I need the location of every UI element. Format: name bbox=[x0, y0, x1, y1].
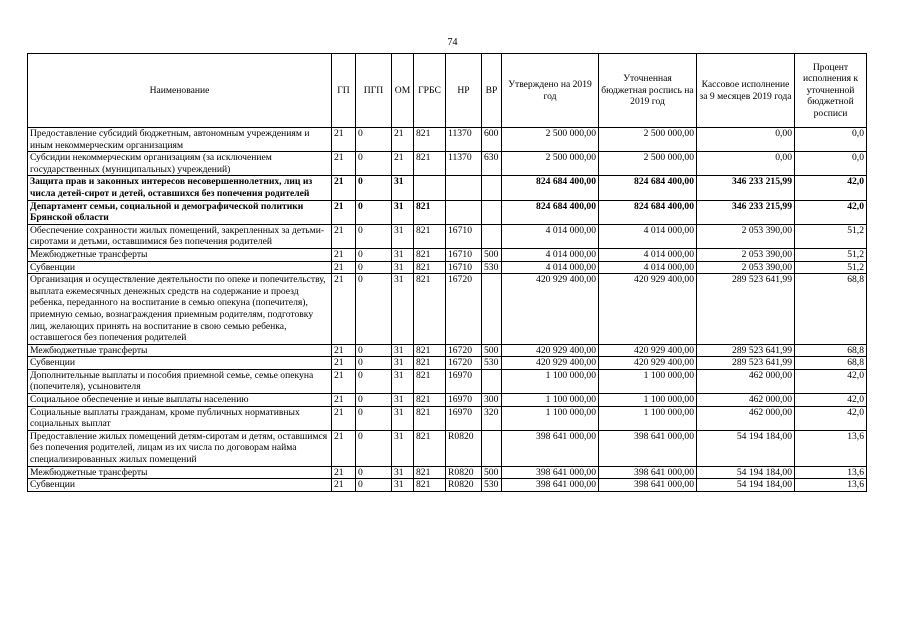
cell-grbs: 821 bbox=[414, 344, 446, 357]
cell-om: 31 bbox=[392, 344, 414, 357]
cell-pgp: 0 bbox=[356, 176, 392, 200]
cell-name: Департамент семьи, социальной и демографической политики Брянской области bbox=[28, 200, 332, 224]
cell-om: 21 bbox=[392, 152, 414, 176]
table-row bbox=[28, 200, 867, 224]
cell-np: 16710 bbox=[446, 261, 482, 274]
cell-grbs: 821 bbox=[414, 224, 446, 248]
header-grbs: ГРБС bbox=[414, 54, 446, 128]
cell-approved: 1 100 000,00 bbox=[502, 406, 599, 430]
cell-percent: 68,8 bbox=[795, 274, 867, 345]
cell-revised: 1 100 000,00 bbox=[599, 394, 697, 407]
cell-revised: 420 929 400,00 bbox=[599, 274, 697, 345]
cell-vr: 630 bbox=[482, 152, 502, 176]
cell-gp: 21 bbox=[332, 274, 356, 345]
cell-percent: 51,2 bbox=[795, 248, 867, 261]
cell-revised: 398 641 000,00 bbox=[599, 479, 697, 492]
header-vr: ВР bbox=[482, 54, 502, 128]
cell-approved: 1 100 000,00 bbox=[502, 369, 599, 393]
cell-om: 31 bbox=[392, 406, 414, 430]
cell-cash: 0,00 bbox=[697, 152, 795, 176]
cell-pgp: 0 bbox=[356, 261, 392, 274]
cell-approved: 1 100 000,00 bbox=[502, 394, 599, 407]
cell-approved: 398 641 000,00 bbox=[502, 430, 599, 466]
cell-vr: 530 bbox=[482, 357, 502, 370]
cell-om: 31 bbox=[392, 248, 414, 261]
cell-approved: 420 929 400,00 bbox=[502, 357, 599, 370]
cell-name: Межбюджетные трансферты bbox=[28, 248, 332, 261]
cell-approved: 4 014 000,00 bbox=[502, 248, 599, 261]
cell-gp: 21 bbox=[332, 200, 356, 224]
cell-pgp: 0 bbox=[356, 394, 392, 407]
cell-pgp: 0 bbox=[356, 248, 392, 261]
cell-approved: 4 014 000,00 bbox=[502, 261, 599, 274]
cell-gp: 21 bbox=[332, 394, 356, 407]
cell-approved: 398 641 000,00 bbox=[502, 479, 599, 492]
cell-name: Предоставление субсидий бюджетным, автономным учреждениям и иным некоммерческим организациям bbox=[28, 128, 332, 152]
cell-grbs: 821 bbox=[414, 406, 446, 430]
cell-name: Субсидии некоммерческим организациям (за исключением государственных (муниципальных) учреждений) bbox=[28, 152, 332, 176]
cell-cash: 289 523 641,99 bbox=[697, 344, 795, 357]
cell-pgp: 0 bbox=[356, 466, 392, 479]
cell-gp: 21 bbox=[332, 176, 356, 200]
cell-om: 21 bbox=[392, 128, 414, 152]
cell-name: Межбюджетные трансферты bbox=[28, 466, 332, 479]
cell-pgp: 0 bbox=[356, 128, 392, 152]
cell-grbs: 821 bbox=[414, 430, 446, 466]
cell-pgp: 0 bbox=[356, 344, 392, 357]
cell-om: 31 bbox=[392, 176, 414, 200]
cell-vr: 530 bbox=[482, 479, 502, 492]
cell-grbs: 821 bbox=[414, 128, 446, 152]
cell-name: Субвенции bbox=[28, 479, 332, 492]
header-percent: Процент исполнения к уточненной бюджетной росписи bbox=[795, 54, 867, 128]
cell-pgp: 0 bbox=[356, 274, 392, 345]
cell-cash: 54 194 184,00 bbox=[697, 466, 795, 479]
cell-np: 16710 bbox=[446, 224, 482, 248]
table-row bbox=[28, 224, 867, 248]
cell-gp: 21 bbox=[332, 430, 356, 466]
cell-revised: 2 500 000,00 bbox=[599, 128, 697, 152]
cell-percent: 0,0 bbox=[795, 128, 867, 152]
cell-np: 16720 bbox=[446, 344, 482, 357]
cell-vr: 300 bbox=[482, 394, 502, 407]
cell-name: Предоставление жилых помещений детям-сиротам и детям, оставшимся без попечения родителей, лицам из их числа по договорам найма специализированных жилых помещений bbox=[28, 430, 332, 466]
cell-cash: 2 053 390,00 bbox=[697, 224, 795, 248]
page-number: 74 bbox=[447, 37, 458, 48]
cell-grbs: 821 bbox=[414, 152, 446, 176]
cell-name: Субвенции bbox=[28, 261, 332, 274]
cell-approved: 398 641 000,00 bbox=[502, 466, 599, 479]
cell-pgp: 0 bbox=[356, 369, 392, 393]
cell-percent: 42,0 bbox=[795, 394, 867, 407]
cell-revised: 398 641 000,00 bbox=[599, 466, 697, 479]
table-row bbox=[28, 152, 867, 176]
cell-np: 16970 bbox=[446, 394, 482, 407]
header-om: ОМ bbox=[392, 54, 414, 128]
cell-np bbox=[446, 176, 482, 200]
cell-grbs bbox=[414, 176, 446, 200]
header-name: Наименование bbox=[28, 54, 332, 128]
cell-om: 31 bbox=[392, 224, 414, 248]
cell-np: 11370 bbox=[446, 128, 482, 152]
cell-np: R0820 bbox=[446, 466, 482, 479]
header-pgp: ПГП bbox=[356, 54, 392, 128]
cell-cash: 462 000,00 bbox=[697, 406, 795, 430]
cell-percent: 13,6 bbox=[795, 479, 867, 492]
cell-gp: 21 bbox=[332, 369, 356, 393]
cell-grbs: 821 bbox=[414, 369, 446, 393]
cell-percent: 42,0 bbox=[795, 176, 867, 200]
cell-name: Дополнительные выплаты и пособия приемной семье, семье опекуна (попечителя), усыновителя bbox=[28, 369, 332, 393]
cell-vr: 500 bbox=[482, 344, 502, 357]
cell-gp: 21 bbox=[332, 152, 356, 176]
cell-np: R0820 bbox=[446, 479, 482, 492]
cell-grbs: 821 bbox=[414, 274, 446, 345]
cell-revised: 4 014 000,00 bbox=[599, 224, 697, 248]
cell-approved: 2 500 000,00 bbox=[502, 152, 599, 176]
cell-gp: 21 bbox=[332, 466, 356, 479]
cell-cash: 462 000,00 bbox=[697, 394, 795, 407]
cell-revised: 1 100 000,00 bbox=[599, 406, 697, 430]
cell-om: 31 bbox=[392, 394, 414, 407]
cell-name: Социальные выплаты гражданам, кроме публичных нормативных социальных выплат bbox=[28, 406, 332, 430]
cell-pgp: 0 bbox=[356, 224, 392, 248]
cell-approved: 420 929 400,00 bbox=[502, 344, 599, 357]
cell-grbs: 821 bbox=[414, 248, 446, 261]
cell-pgp: 0 bbox=[356, 357, 392, 370]
table-body bbox=[28, 128, 867, 492]
cell-cash: 0,00 bbox=[697, 128, 795, 152]
cell-approved: 420 929 400,00 bbox=[502, 274, 599, 345]
cell-revised: 398 641 000,00 bbox=[599, 430, 697, 466]
cell-percent: 42,0 bbox=[795, 406, 867, 430]
cell-grbs: 821 bbox=[414, 479, 446, 492]
cell-grbs: 821 bbox=[414, 200, 446, 224]
cell-vr: 320 bbox=[482, 406, 502, 430]
cell-om: 31 bbox=[392, 274, 414, 345]
cell-revised: 824 684 400,00 bbox=[599, 200, 697, 224]
table-row bbox=[28, 176, 867, 200]
cell-om: 31 bbox=[392, 357, 414, 370]
cell-gp: 21 bbox=[332, 261, 356, 274]
table-row bbox=[28, 248, 867, 261]
cell-om: 31 bbox=[392, 261, 414, 274]
table-row bbox=[28, 406, 867, 430]
cell-revised: 824 684 400,00 bbox=[599, 176, 697, 200]
cell-revised: 420 929 400,00 bbox=[599, 344, 697, 357]
cell-vr: 530 bbox=[482, 261, 502, 274]
cell-cash: 289 523 641,99 bbox=[697, 357, 795, 370]
cell-percent: 42,0 bbox=[795, 369, 867, 393]
table-header-row bbox=[28, 54, 867, 128]
cell-np bbox=[446, 200, 482, 224]
cell-vr bbox=[482, 224, 502, 248]
cell-cash: 54 194 184,00 bbox=[697, 479, 795, 492]
cell-name: Организация и осуществление деятельности по опеке и попечительству, выплата ежемесячных денежных средств на содержание и проезд ребенка, переданного на воспитание в семью опекуна (попечителя), приемную семью, вознаграждения приемным родителям, подготовку лиц, желающих принять на воспитание в свою семью ребенка, оставшегося без попечения родителей bbox=[28, 274, 332, 345]
cell-approved: 2 500 000,00 bbox=[502, 128, 599, 152]
cell-pgp: 0 bbox=[356, 200, 392, 224]
cell-gp: 21 bbox=[332, 479, 356, 492]
cell-name: Защита прав и законных интересов несовершеннолетних, лиц из числа детей-сирот и детей, оставшихся без попечения родителей bbox=[28, 176, 332, 200]
cell-om: 31 bbox=[392, 369, 414, 393]
cell-revised: 4 014 000,00 bbox=[599, 248, 697, 261]
cell-np: 11370 bbox=[446, 152, 482, 176]
cell-name: Субвенции bbox=[28, 357, 332, 370]
cell-gp: 21 bbox=[332, 248, 356, 261]
header-np: НР bbox=[446, 54, 482, 128]
cell-revised: 420 929 400,00 bbox=[599, 357, 697, 370]
cell-om: 31 bbox=[392, 466, 414, 479]
cell-cash: 2 053 390,00 bbox=[697, 261, 795, 274]
cell-cash: 2 053 390,00 bbox=[697, 248, 795, 261]
cell-om: 31 bbox=[392, 479, 414, 492]
cell-np: 16970 bbox=[446, 369, 482, 393]
cell-percent: 42,0 bbox=[795, 200, 867, 224]
cell-np: 16970 bbox=[446, 406, 482, 430]
cell-gp: 21 bbox=[332, 128, 356, 152]
cell-revised: 1 100 000,00 bbox=[599, 369, 697, 393]
cell-vr: 600 bbox=[482, 128, 502, 152]
cell-om: 31 bbox=[392, 430, 414, 466]
table-row bbox=[28, 344, 867, 357]
cell-vr bbox=[482, 176, 502, 200]
cell-om: 31 bbox=[392, 200, 414, 224]
cell-cash: 54 194 184,00 bbox=[697, 430, 795, 466]
cell-percent: 13,6 bbox=[795, 466, 867, 479]
cell-cash: 346 233 215,99 bbox=[697, 176, 795, 200]
cell-cash: 462 000,00 bbox=[697, 369, 795, 393]
cell-revised: 4 014 000,00 bbox=[599, 261, 697, 274]
cell-name: Социальное обеспечение и иные выплаты населению bbox=[28, 394, 332, 407]
table-row bbox=[28, 394, 867, 407]
table-row bbox=[28, 466, 867, 479]
cell-np: 16710 bbox=[446, 248, 482, 261]
table-row bbox=[28, 479, 867, 492]
cell-np: R0820 bbox=[446, 430, 482, 466]
cell-pgp: 0 bbox=[356, 430, 392, 466]
table-row bbox=[28, 369, 867, 393]
header-revised: Уточненная бюджетная роспись на 2019 год bbox=[599, 54, 697, 128]
table-row bbox=[28, 274, 867, 345]
cell-grbs: 821 bbox=[414, 394, 446, 407]
table-row bbox=[28, 430, 867, 466]
cell-revised: 2 500 000,00 bbox=[599, 152, 697, 176]
cell-percent: 13,6 bbox=[795, 430, 867, 466]
cell-gp: 21 bbox=[332, 344, 356, 357]
cell-vr bbox=[482, 430, 502, 466]
table-row bbox=[28, 128, 867, 152]
cell-vr bbox=[482, 274, 502, 345]
budget-execution-table bbox=[27, 53, 867, 492]
cell-vr bbox=[482, 200, 502, 224]
cell-vr: 500 bbox=[482, 466, 502, 479]
cell-name: Межбюджетные трансферты bbox=[28, 344, 332, 357]
cell-percent: 0,0 bbox=[795, 152, 867, 176]
cell-name: Обеспечение сохранности жилых помещений, закрепленных за детьми-сиротами и детьми, оставшимися без попечения родителей bbox=[28, 224, 332, 248]
cell-grbs: 821 bbox=[414, 357, 446, 370]
cell-gp: 21 bbox=[332, 224, 356, 248]
cell-percent: 68,8 bbox=[795, 344, 867, 357]
cell-cash: 289 523 641,99 bbox=[697, 274, 795, 345]
cell-percent: 51,2 bbox=[795, 261, 867, 274]
cell-np: 16720 bbox=[446, 357, 482, 370]
header-approved: Утверждено на 2019 год bbox=[502, 54, 599, 128]
cell-approved: 824 684 400,00 bbox=[502, 176, 599, 200]
cell-cash: 346 233 215,99 bbox=[697, 200, 795, 224]
cell-gp: 21 bbox=[332, 406, 356, 430]
cell-percent: 68,8 bbox=[795, 357, 867, 370]
cell-np: 16720 bbox=[446, 274, 482, 345]
cell-gp: 21 bbox=[332, 357, 356, 370]
cell-approved: 4 014 000,00 bbox=[502, 224, 599, 248]
cell-pgp: 0 bbox=[356, 406, 392, 430]
cell-pgp: 0 bbox=[356, 152, 392, 176]
cell-approved: 824 684 400,00 bbox=[502, 200, 599, 224]
cell-grbs: 821 bbox=[414, 261, 446, 274]
cell-vr bbox=[482, 369, 502, 393]
table-row bbox=[28, 261, 867, 274]
cell-percent: 51,2 bbox=[795, 224, 867, 248]
table-row bbox=[28, 357, 867, 370]
cell-grbs: 821 bbox=[414, 466, 446, 479]
cell-pgp: 0 bbox=[356, 479, 392, 492]
header-gp: ГП bbox=[332, 54, 356, 128]
header-cash: Кассовое исполнение за 9 месяцев 2019 года bbox=[697, 54, 795, 128]
cell-vr: 500 bbox=[482, 248, 502, 261]
